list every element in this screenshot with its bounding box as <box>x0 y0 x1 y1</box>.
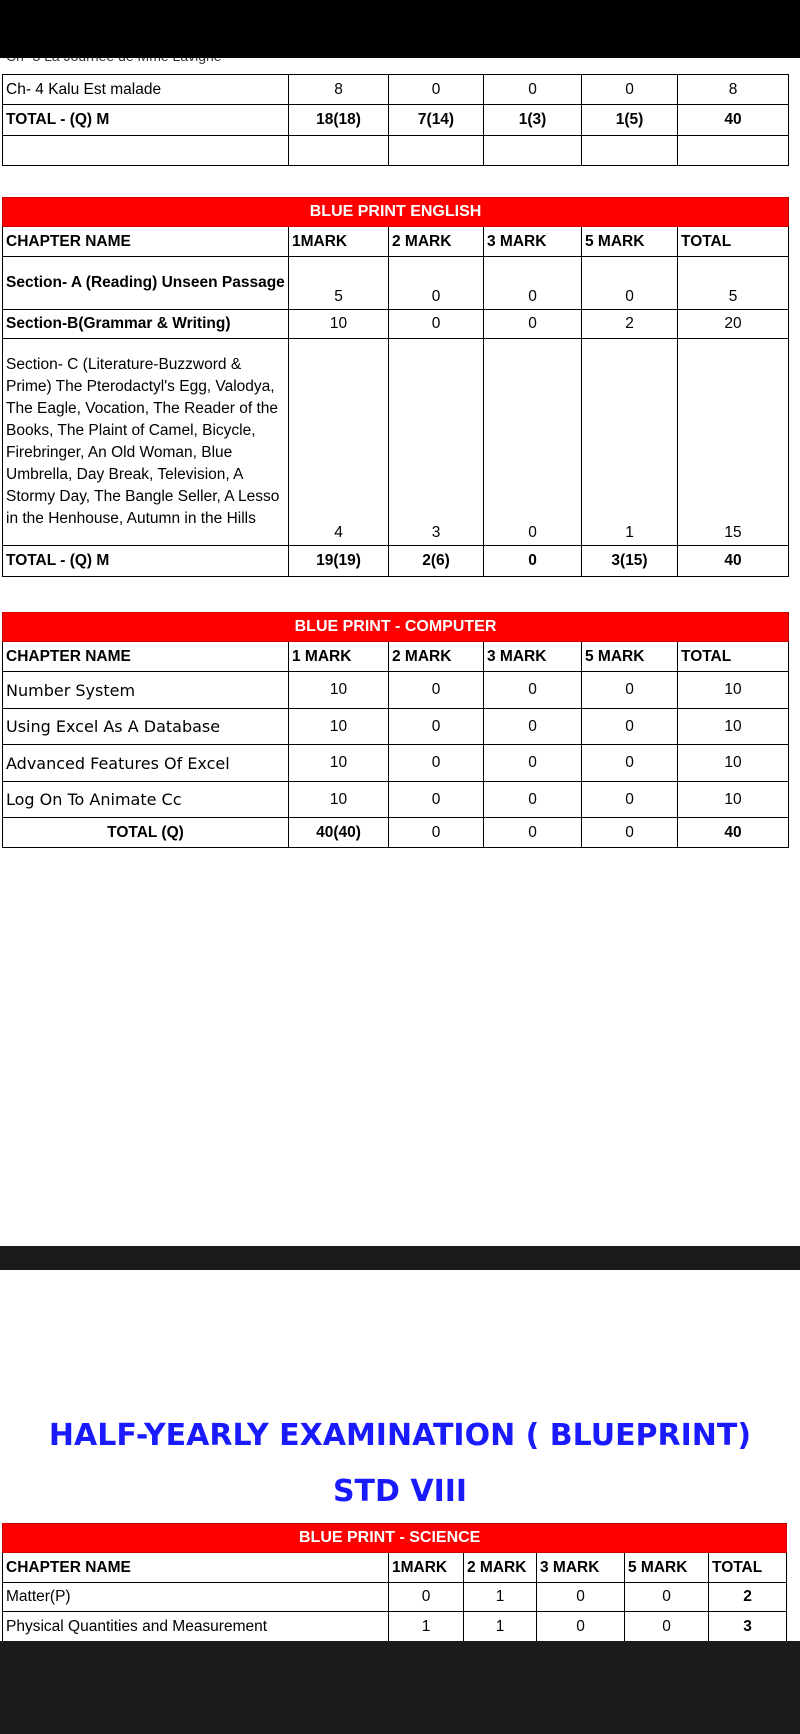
mark-1-cell: 1 <box>389 1612 464 1642</box>
mark-2-cell: 0 <box>389 709 484 745</box>
col-header-2mark: 2 MARK <box>464 1553 537 1583</box>
col-header-1mark: 1MARK <box>389 1553 464 1583</box>
header-row <box>3 1553 787 1583</box>
page-subheading: STD VIII <box>332 1474 468 1509</box>
mark-1-total: 40(40) <box>289 818 389 848</box>
chapter-name: Physical Quantities and Measurement <box>3 1612 389 1642</box>
mark-3-cell: 0 <box>537 1612 625 1642</box>
mark-3-total: 0 <box>484 818 582 848</box>
chapter-name: Matter(P) <box>3 1583 389 1612</box>
total-cell: 10 <box>678 672 789 709</box>
mark-3-cell: 0 <box>484 672 582 709</box>
total-cell: 3 <box>709 1612 787 1642</box>
table-row <box>3 339 789 546</box>
mark-3-cell: 0 <box>484 257 582 310</box>
bottom-bar <box>0 1641 800 1734</box>
col-header-chapter: CHAPTER NAME <box>3 1553 389 1583</box>
science-table-title: BLUE PRINT - SCIENCE <box>3 1524 787 1553</box>
chapter-name: Section-B(Grammar & Writing) <box>3 310 289 339</box>
science-blueprint-table <box>2 1523 787 1642</box>
header-row <box>3 642 789 672</box>
english-table-title: BLUE PRINT ENGLISH <box>3 198 789 227</box>
french-blueprint-table <box>2 74 789 166</box>
col-header-chapter: CHAPTER NAME <box>3 227 289 257</box>
grand-total: 40 <box>678 818 789 848</box>
col-header-total: TOTAL <box>678 642 789 672</box>
mark-2-cell: 0 <box>389 75 484 105</box>
mark-5-cell: 0 <box>625 1583 709 1612</box>
english-blueprint-table <box>2 197 789 577</box>
mark-1-cell: 4 <box>289 339 389 546</box>
mark-2-cell: 3 <box>389 339 484 546</box>
table-row <box>3 310 789 339</box>
table-row <box>3 257 789 310</box>
mark-2-cell: 0 <box>389 310 484 339</box>
mark-5-cell: 0 <box>582 672 678 709</box>
mark-2-total: 0 <box>389 818 484 848</box>
table-row <box>3 709 789 745</box>
chapter-name: Using Excel As A Database <box>3 709 289 745</box>
mark-2-cell: 1 <box>464 1583 537 1612</box>
chapter-name: Section- A (Reading) Unseen Passage <box>3 257 289 310</box>
total-cell: 10 <box>678 782 789 818</box>
col-header-1mark: 1 MARK <box>289 642 389 672</box>
col-header-5mark: 5 MARK <box>582 227 678 257</box>
total-label: TOTAL - (Q) M <box>3 105 289 136</box>
table-row <box>3 672 789 709</box>
col-header-3mark: 3 MARK <box>484 227 582 257</box>
mark-5-cell: 0 <box>625 1612 709 1642</box>
chapter-name: Advanced Features Of Excel <box>3 745 289 782</box>
chapter-name: Section- C (Literature-Buzzword & Prime) The Pterodactyl's Egg, Valodya, The Eagle, Vocation, The Reader of the Books, The Plaint of Camel, Bicycle, Firebringer, An Old Woman, Blue Umbrella, Day Break, Television, A Stormy Day, The Bangle Seller, A Lesso in the Henhouse, Autumn in the Hills <box>3 339 289 546</box>
mark-1-total: 18(18) <box>289 105 389 136</box>
total-cell: 8 <box>678 75 789 105</box>
col-header-total: TOTAL <box>678 227 789 257</box>
chapter-name: Number System <box>3 672 289 709</box>
mark-3-cell: 0 <box>484 75 582 105</box>
table-row <box>3 745 789 782</box>
chapter-name: Log On To Animate Cc <box>3 782 289 818</box>
grand-total: 40 <box>678 546 789 577</box>
total-row <box>3 546 789 577</box>
col-header-2mark: 2 MARK <box>389 227 484 257</box>
mark-5-total: 0 <box>582 818 678 848</box>
mark-1-cell: 10 <box>289 782 389 818</box>
total-cell: 10 <box>678 745 789 782</box>
grand-total: 40 <box>678 105 789 136</box>
mark-3-cell: 0 <box>484 782 582 818</box>
col-header-2mark: 2 MARK <box>389 642 484 672</box>
mark-5-total: 1(5) <box>582 105 678 136</box>
mark-5-cell: 0 <box>582 709 678 745</box>
mark-5-cell: 0 <box>582 257 678 310</box>
mark-1-cell: 10 <box>289 709 389 745</box>
table-row <box>3 1612 787 1642</box>
mark-2-cell: 0 <box>389 782 484 818</box>
total-row <box>3 105 789 136</box>
mark-5-cell: 1 <box>582 339 678 546</box>
col-header-chapter: CHAPTER NAME <box>3 642 289 672</box>
mark-2-cell: 0 <box>389 257 484 310</box>
mark-3-total: 0 <box>484 546 582 577</box>
mark-2-cell: 0 <box>389 672 484 709</box>
mark-2-cell: 1 <box>464 1612 537 1642</box>
mark-5-cell: 2 <box>582 310 678 339</box>
chapter-name: Ch- 4 Kalu Est malade <box>3 75 289 105</box>
mark-5-cell: 0 <box>582 782 678 818</box>
header-row <box>3 227 789 257</box>
col-header-3mark: 3 MARK <box>537 1553 625 1583</box>
mark-1-cell: 8 <box>289 75 389 105</box>
mark-3-cell: 0 <box>484 339 582 546</box>
mark-1-cell: 10 <box>289 672 389 709</box>
computer-blueprint-table <box>2 612 789 848</box>
mark-3-cell: 0 <box>484 709 582 745</box>
mark-5-total: 3(15) <box>582 546 678 577</box>
page-heading: HALF-YEARLY EXAMINATION ( BLUEPRINT) <box>48 1418 752 1453</box>
total-cell: 2 <box>709 1583 787 1612</box>
total-cell: 20 <box>678 310 789 339</box>
top-bar <box>0 0 800 58</box>
mark-1-cell: 0 <box>389 1583 464 1612</box>
total-cell: 5 <box>678 257 789 310</box>
computer-table-title: BLUE PRINT - COMPUTER <box>3 613 789 642</box>
table-row <box>3 1583 787 1612</box>
mark-3-total: 1(3) <box>484 105 582 136</box>
table-row <box>3 782 789 818</box>
mark-3-cell: 0 <box>537 1583 625 1612</box>
total-label: TOTAL (Q) <box>3 818 289 848</box>
total-cell: 10 <box>678 709 789 745</box>
table-row <box>3 75 789 105</box>
mark-1-cell: 10 <box>289 310 389 339</box>
empty-row <box>3 136 789 166</box>
col-header-3mark: 3 MARK <box>484 642 582 672</box>
total-label: TOTAL - (Q) M <box>3 546 289 577</box>
mark-1-cell: 5 <box>289 257 389 310</box>
mark-5-cell: 0 <box>582 745 678 782</box>
mark-1-total: 19(19) <box>289 546 389 577</box>
page-separator <box>0 1246 800 1270</box>
mark-2-total: 7(14) <box>389 105 484 136</box>
col-header-5mark: 5 MARK <box>625 1553 709 1583</box>
mark-2-total: 2(6) <box>389 546 484 577</box>
col-header-5mark: 5 MARK <box>582 642 678 672</box>
col-header-1mark: 1MARK <box>289 227 389 257</box>
mark-2-cell: 0 <box>389 745 484 782</box>
total-row <box>3 818 789 848</box>
total-cell: 15 <box>678 339 789 546</box>
mark-3-cell: 0 <box>484 310 582 339</box>
mark-1-cell: 10 <box>289 745 389 782</box>
mark-3-cell: 0 <box>484 745 582 782</box>
col-header-total: TOTAL <box>709 1553 787 1583</box>
mark-5-cell: 0 <box>582 75 678 105</box>
